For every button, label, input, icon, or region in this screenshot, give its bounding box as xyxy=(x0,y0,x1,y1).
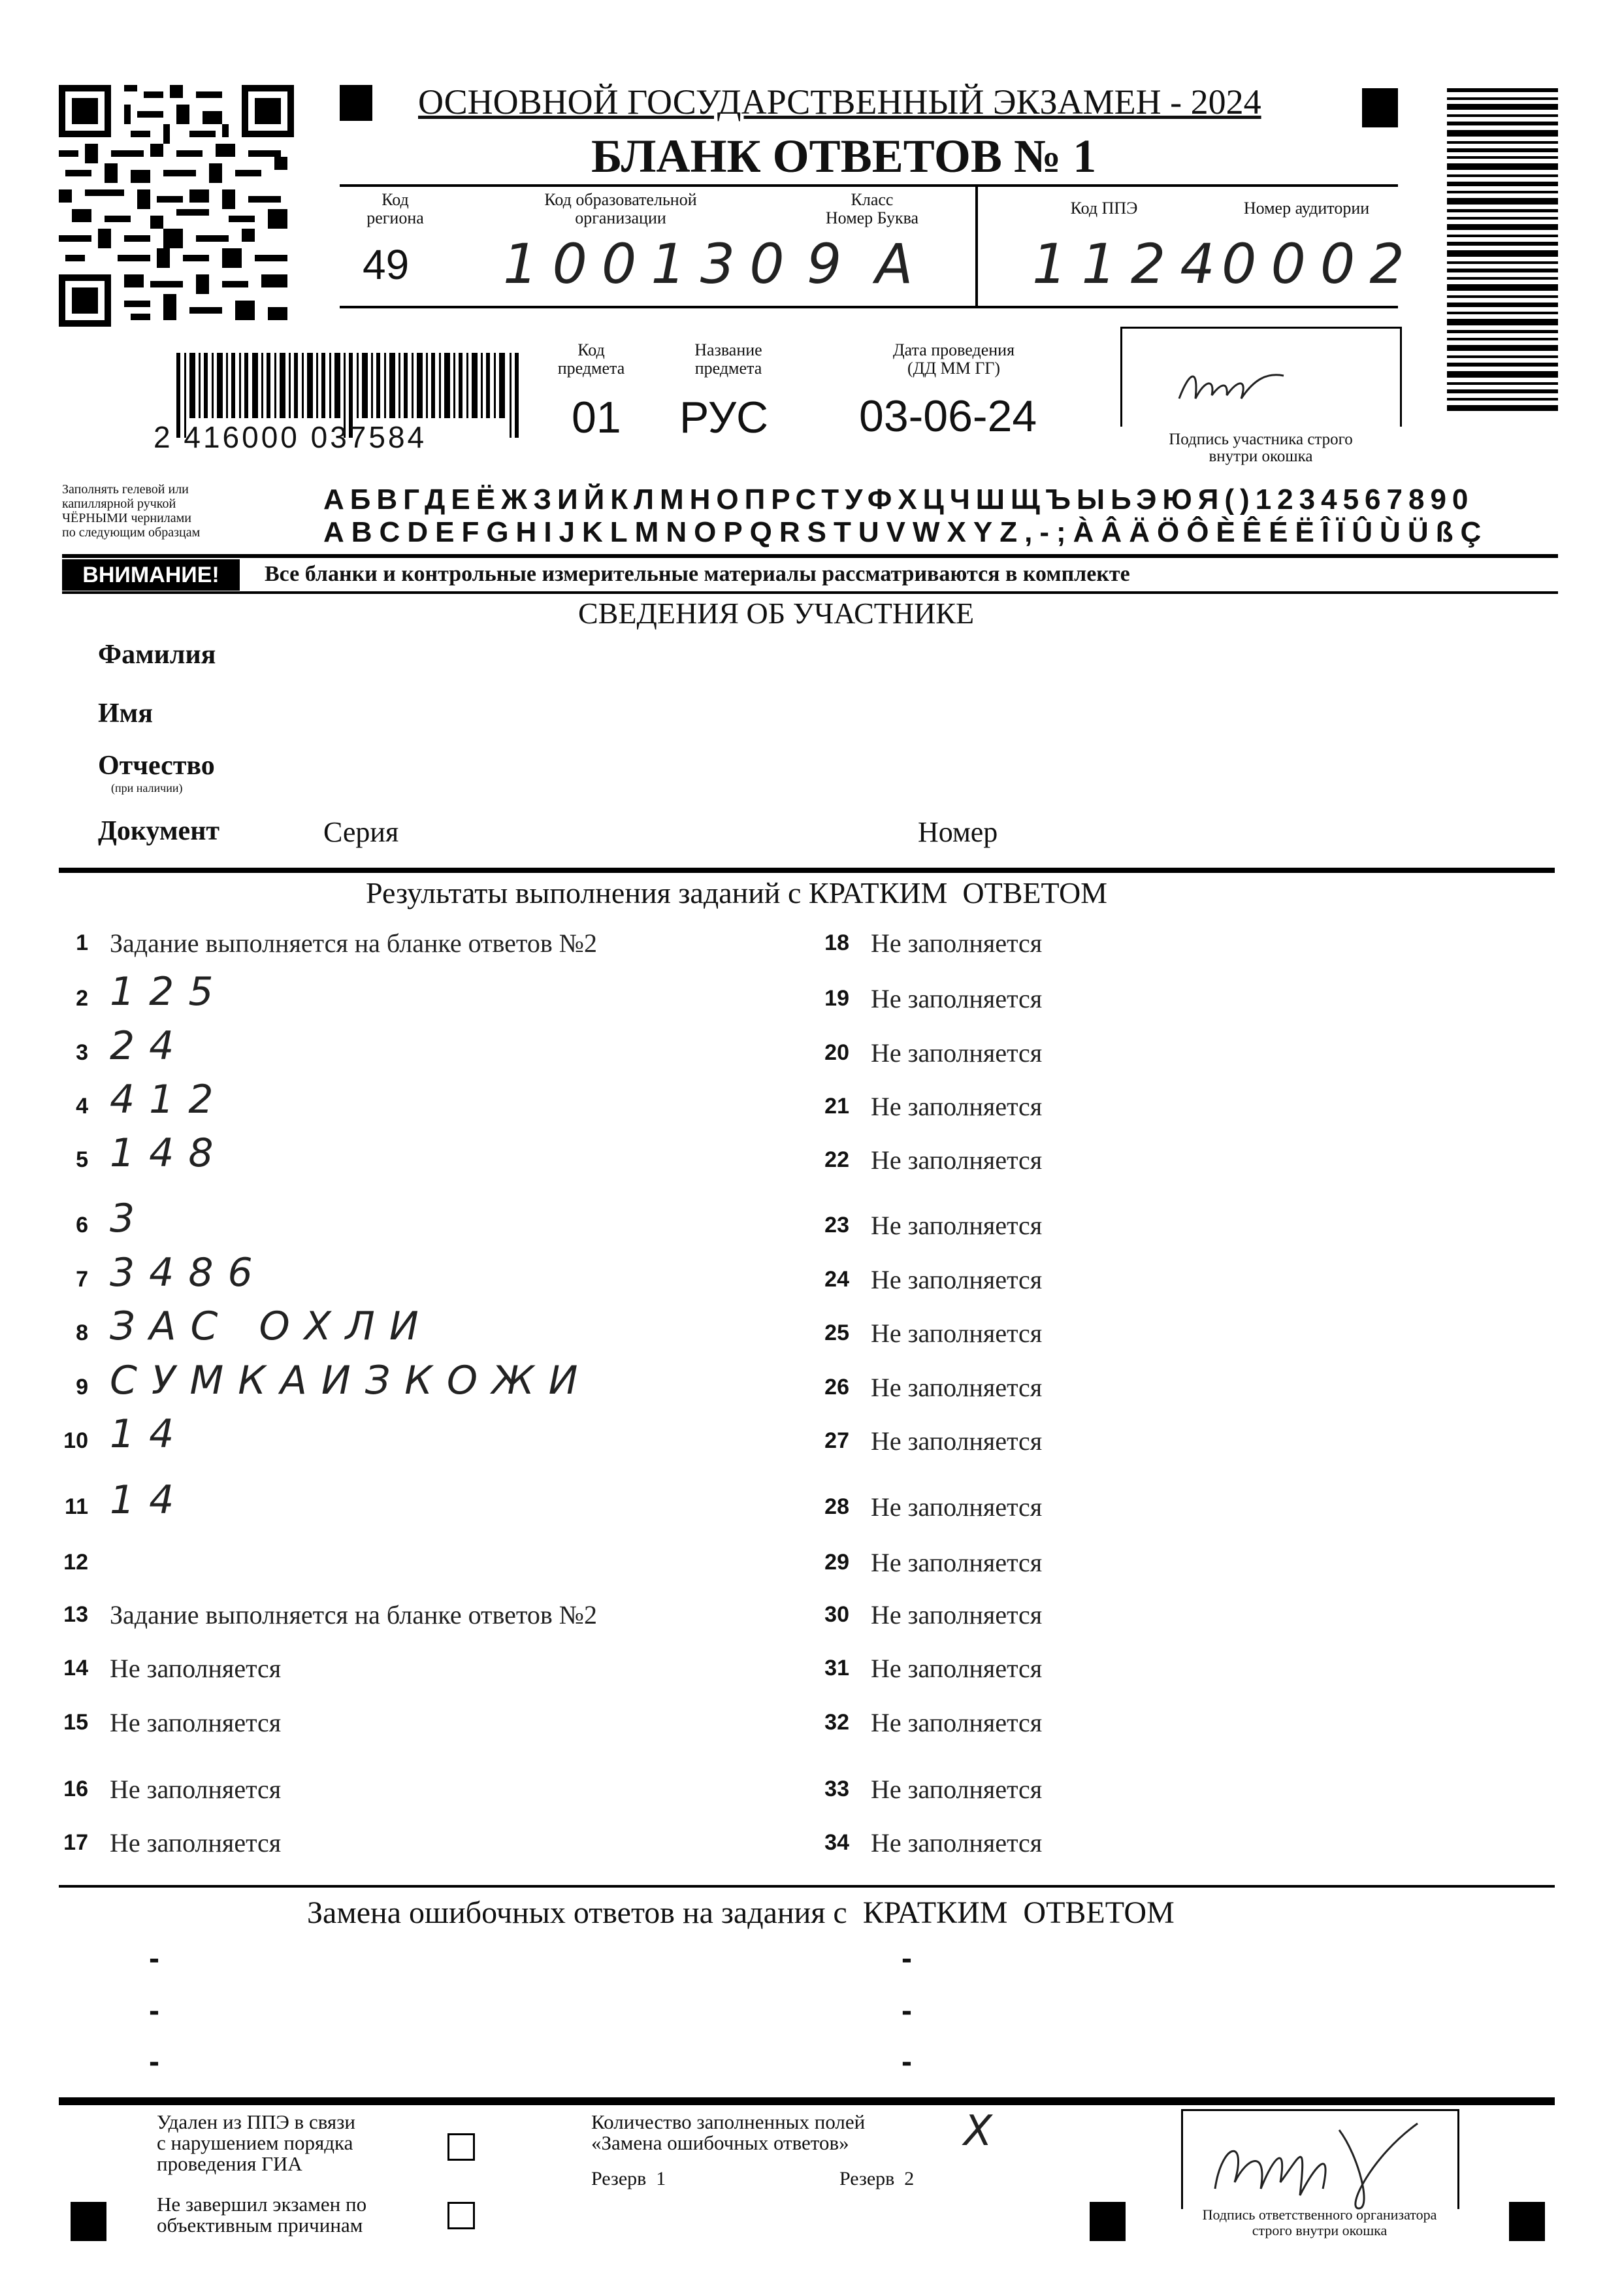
task-number: 30 xyxy=(824,1602,849,1627)
room-label: Номер аудитории xyxy=(1243,199,1370,218)
task-number: 26 xyxy=(824,1375,849,1400)
header-box-divider xyxy=(975,184,978,308)
answer-field[interactable]: 148 xyxy=(110,1130,228,1176)
results-section-title: Результаты выполнения заданий с КРАТКИМ ОТВЕТОМ xyxy=(366,876,1108,909)
room-value: 0002 xyxy=(1222,232,1419,296)
qr-code-icon xyxy=(59,85,294,327)
answer-field[interactable]: 14 xyxy=(110,1411,189,1457)
replacement-row-2-left[interactable]: - xyxy=(149,1993,159,2028)
replacement-section-title: Замена ошибочных ответов на задания с КРАТКИМ ОТВЕТОМ xyxy=(307,1895,1175,1930)
subject-code-value: 01 xyxy=(572,393,621,442)
task-number: 16 xyxy=(63,1777,88,1801)
removed-label: Удален из ППЭ в связи с нарушением порядка проведения ГИА xyxy=(157,2110,356,2175)
task-number: 28 xyxy=(824,1494,849,1519)
registration-mark-top-left xyxy=(340,85,372,121)
task-note: Не заполняется xyxy=(871,1145,1043,1175)
replacement-row-1-right[interactable]: - xyxy=(901,1941,912,1976)
task-number: 18 xyxy=(824,930,849,955)
subject-name-label: Название предмета xyxy=(694,340,762,378)
task-note: Не заполняется xyxy=(871,1828,1043,1858)
answer-field[interactable]: 412 xyxy=(110,1077,228,1122)
task-number: 25 xyxy=(824,1320,849,1345)
patronymic-note: (при наличии) xyxy=(111,781,183,795)
answer-field[interactable]: 3486 xyxy=(110,1250,267,1296)
task-number: 17 xyxy=(63,1830,88,1855)
reserve-1-label: Резерв 1 xyxy=(591,2168,666,2189)
series-field[interactable] xyxy=(418,810,875,849)
document-label: Документ xyxy=(98,816,220,846)
header-box-bottom xyxy=(340,306,1398,308)
registration-mark-bottom-mid xyxy=(1090,2202,1126,2241)
removed-checkbox[interactable] xyxy=(447,2133,475,2161)
task-note: Не заполняется xyxy=(871,1092,1043,1121)
task-number: 22 xyxy=(824,1147,849,1172)
patronymic-field[interactable] xyxy=(307,748,1548,787)
subject-name-value: РУС xyxy=(679,393,769,442)
task-number: 15 xyxy=(63,1710,88,1735)
surname-field[interactable] xyxy=(307,637,1548,676)
exam-title: ОСНОВНОЙ ГОСУДАРСТВЕННЫЙ ЭКЗАМЕН - 2024 xyxy=(418,82,1261,122)
task-number: 12 xyxy=(63,1550,88,1575)
task-note: Задание выполняется на бланке ответов №2 xyxy=(110,928,597,958)
reserve-2-label: Резерв 2 xyxy=(839,2168,915,2189)
task-number: 14 xyxy=(63,1656,88,1680)
task-number: 23 xyxy=(824,1213,849,1237)
task-number: 33 xyxy=(824,1777,849,1801)
answer-field[interactable]: 3 xyxy=(110,1196,150,1241)
task-note: Не заполняется xyxy=(871,1265,1043,1294)
task-number: 10 xyxy=(63,1428,88,1453)
class-letter-value: А xyxy=(875,232,928,296)
task-note: Не заполняется xyxy=(110,1775,282,1804)
task-note: Задание выполняется на бланке ответов №2 xyxy=(110,1600,597,1630)
answer-field[interactable]: 14 xyxy=(110,1477,189,1523)
patronymic-label: Отчество xyxy=(98,751,215,781)
task-number: 34 xyxy=(824,1830,849,1855)
task-note: Не заполняется xyxy=(871,1038,1043,1068)
results-bottom-line xyxy=(59,1885,1555,1888)
replacement-row-1-left[interactable]: - xyxy=(149,1941,159,1976)
participant-signature-caption: Подпись участника строго внутри окошка xyxy=(1169,431,1353,465)
footer-top-line xyxy=(59,2097,1555,2105)
task-note: Не заполняется xyxy=(871,1600,1043,1630)
answer-field[interactable]: 125 xyxy=(110,969,228,1015)
task-number: 7 xyxy=(76,1267,88,1292)
number-label: Номер xyxy=(918,816,998,848)
registration-mark-bottom-right xyxy=(1509,2202,1545,2241)
count-label: Количество заполненных полей «Замена ошибочных ответов» xyxy=(591,2110,866,2154)
task-number: 27 xyxy=(824,1428,849,1453)
sample-row-latin: ABCDEFGHIJKLMNOPQRSTUVWXYZ,-;ÀÂÄÖÔÈÊÉËÎÏÛÙÜßÇ xyxy=(323,516,1489,548)
series-label: Серия xyxy=(323,816,399,848)
count-value[interactable]: X xyxy=(964,2107,992,2155)
org-label: Код образовательной организации xyxy=(544,190,697,227)
task-note: Не заполняется xyxy=(871,1548,1043,1577)
task-number: 3 xyxy=(76,1040,88,1065)
task-number: 5 xyxy=(76,1147,88,1172)
class-number-value: 9 xyxy=(807,232,856,296)
date-value: 03-06-24 xyxy=(859,391,1037,441)
form-title: БЛАНК ОТВЕТОВ № 1 xyxy=(591,130,1097,182)
task-number: 1 xyxy=(76,930,88,955)
sample-row-cyrillic: АБВГДЕЁЖЗИЙКЛМНОПРСТУФХЦЧШЩЪЫЬЭЮЯ()1234567890 xyxy=(323,483,1474,516)
task-number: 21 xyxy=(824,1094,849,1119)
task-number: 6 xyxy=(76,1213,88,1237)
notice-text: Все бланки и контрольные измерительные материалы рассматриваются в комплекте xyxy=(265,562,1130,586)
notice-bottom-line xyxy=(62,591,1558,594)
task-note: Не заполняется xyxy=(871,984,1043,1013)
replacement-row-3-right[interactable]: - xyxy=(901,2044,912,2079)
task-number: 13 xyxy=(63,1602,88,1627)
subject-code-label: Код предмета xyxy=(557,340,625,378)
task-note: Не заполняется xyxy=(871,1211,1043,1240)
task-number: 32 xyxy=(824,1710,849,1735)
task-number: 9 xyxy=(76,1375,88,1400)
task-number: 24 xyxy=(824,1267,849,1292)
task-note: Не заполняется xyxy=(871,1492,1043,1522)
registration-mark-bottom-left xyxy=(71,2202,106,2241)
task-number: 4 xyxy=(76,1094,88,1119)
answer-field[interactable]: СУМКАИЗКОЖИ xyxy=(110,1358,593,1403)
task-note: Не заполняется xyxy=(871,1775,1043,1804)
organizer-signature-caption: Подпись ответственного организатора строго внутри окошка xyxy=(1202,2206,1437,2238)
barcode-number: 2 416000 037584 xyxy=(154,420,427,454)
task-note: Не заполняется xyxy=(871,1654,1043,1683)
task-number: 20 xyxy=(824,1040,849,1065)
not-finished-checkbox[interactable] xyxy=(447,2202,475,2229)
org-value: 100130 xyxy=(503,232,799,296)
name-label: Имя xyxy=(98,698,153,729)
notice-badge: ВНИМАНИЕ! xyxy=(62,559,240,591)
answer-field[interactable]: 24 xyxy=(110,1023,189,1069)
task-note: Не заполняется xyxy=(110,1708,282,1737)
class-label: Класс Номер Буква xyxy=(825,190,919,227)
participant-bottom-line xyxy=(59,868,1555,873)
task-note: Не заполняется xyxy=(110,1828,282,1858)
task-number: 8 xyxy=(76,1320,88,1345)
region-value: 49 xyxy=(363,241,410,288)
participant-section-title: СВЕДЕНИЯ ОБ УЧАСТНИКЕ xyxy=(578,597,975,630)
sample-instruction: Заполнять гелевой или капиллярной ручкой ЧЁРНЫМИ чернилами по следующим образцам xyxy=(62,482,201,540)
side-barcode-icon xyxy=(1447,88,1558,415)
task-number: 19 xyxy=(824,986,849,1011)
number-field[interactable] xyxy=(1026,810,1548,849)
date-label: Дата проведения (ДД ММ ГГ) xyxy=(892,340,1015,378)
region-label: Код региона xyxy=(366,190,424,227)
task-note: Не заполняется xyxy=(871,1708,1043,1737)
task-note: Не заполняется xyxy=(110,1654,282,1683)
task-number: 31 xyxy=(824,1656,849,1680)
header-box-top xyxy=(340,184,1398,187)
surname-label: Фамилия xyxy=(98,640,216,670)
task-note: Не заполняется xyxy=(871,1373,1043,1402)
organizer-signature-icon xyxy=(1209,2117,1431,2215)
task-number: 29 xyxy=(824,1550,849,1575)
answer-field[interactable]: ЗАС ОХЛИ xyxy=(110,1303,433,1349)
replacement-row-2-right[interactable]: - xyxy=(901,1993,912,2028)
not-finished-label: Не завершил экзамен по объективным причинам xyxy=(157,2193,367,2237)
task-note: Не заполняется xyxy=(871,928,1043,958)
notice-top-line xyxy=(62,554,1558,558)
registration-mark-top-right xyxy=(1362,88,1398,127)
ppe-label: Код ППЭ xyxy=(1070,199,1138,218)
replacement-row-3-left[interactable]: - xyxy=(149,2044,159,2079)
participant-signature-icon xyxy=(1176,359,1287,412)
task-number: 2 xyxy=(76,986,88,1011)
name-field[interactable] xyxy=(307,696,1548,735)
task-number: 11 xyxy=(65,1494,88,1519)
task-note: Не заполняется xyxy=(871,1319,1043,1348)
ppe-value: 1124 xyxy=(1032,232,1229,296)
task-note: Не заполняется xyxy=(871,1426,1043,1456)
